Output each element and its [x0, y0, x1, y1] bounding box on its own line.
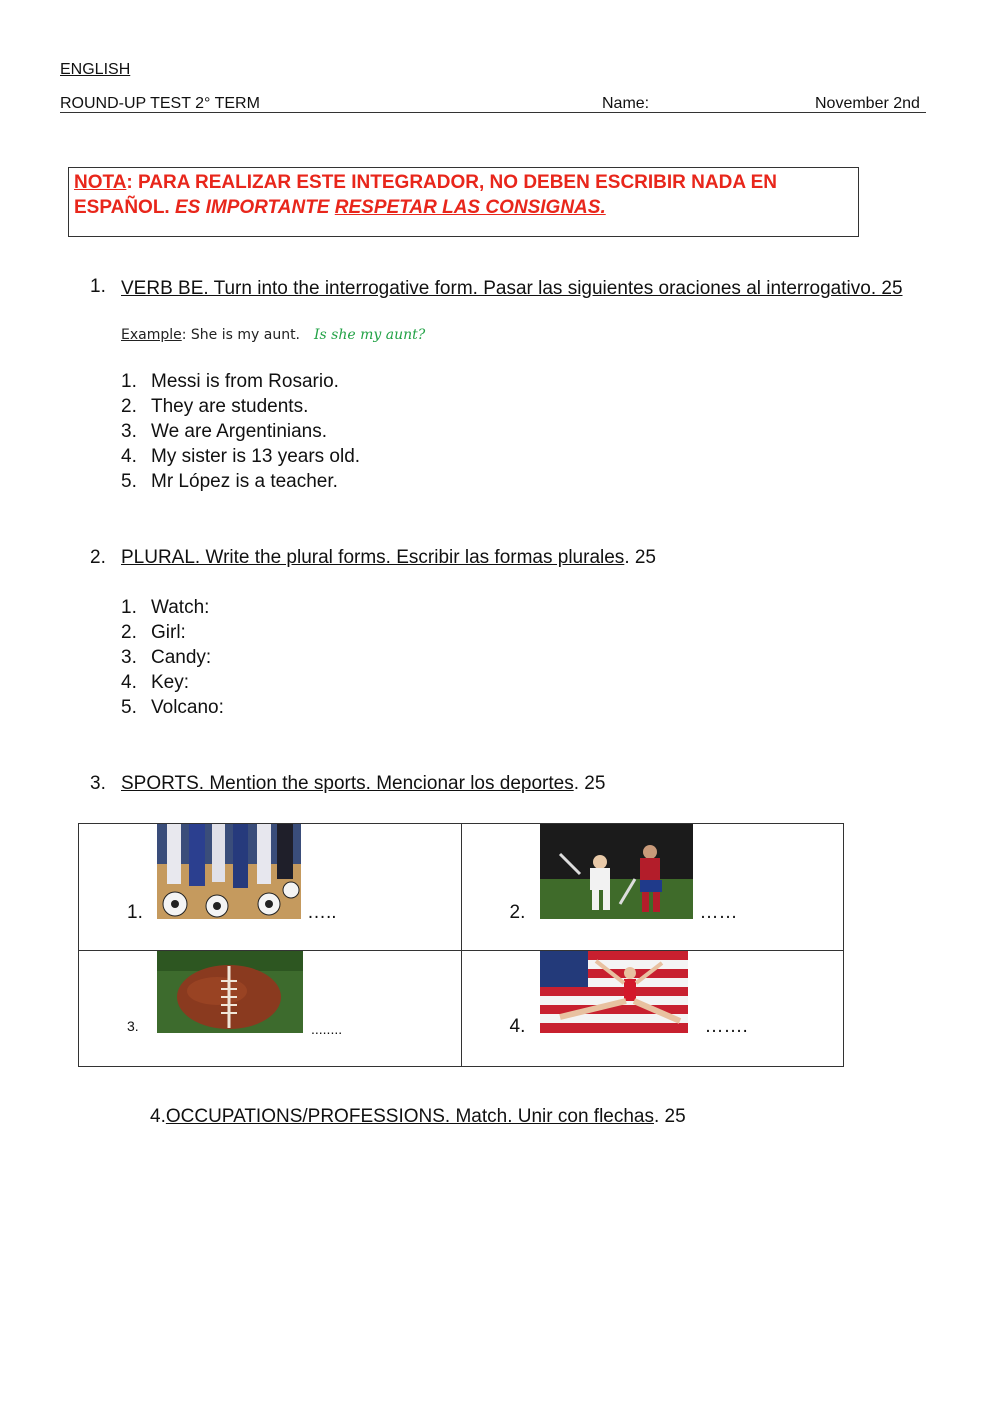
test-title: ROUND-UP TEST 2° TERM: [60, 95, 260, 112]
section2-score: . 25: [624, 547, 657, 568]
answer-dots: …..: [307, 902, 337, 923]
note-label: NOTA: [74, 172, 127, 193]
sport-number: 1.: [127, 902, 143, 923]
section3-title: SPORTS. Mention the sports. Mencionar los deportes: [121, 773, 574, 794]
note-emphasis-underlined: RESPETAR LAS CONSIGNAS.: [334, 197, 606, 218]
section2-number: 2.: [90, 547, 106, 568]
list-item: 3. Candy:: [121, 647, 212, 668]
header-rule: [60, 112, 926, 113]
section2-heading: [121, 547, 656, 569]
list-item: 1. Messi is from Rosario.: [121, 371, 339, 392]
sport-number: 3.: [127, 1018, 139, 1034]
section1-number: 1.: [90, 276, 106, 297]
example-answer: Is she my aunt?: [314, 327, 426, 343]
american-football-image: [157, 951, 303, 1033]
section1-example: [121, 327, 425, 343]
section4-title: OCCUPATIONS/PROFESSIONS. Match. Unir con flechas: [165, 1106, 654, 1127]
sport-number: 2.: [509, 902, 526, 923]
section3-score: . 25: [573, 773, 606, 794]
section2-list: [121, 595, 224, 720]
list-item: 2. They are students.: [121, 396, 309, 417]
sports-cell-1: [79, 824, 462, 951]
list-item: 1. Watch:: [121, 597, 210, 618]
list-item: 4. Key:: [121, 672, 190, 693]
list-item: 4. My sister is 13 years old.: [121, 446, 361, 467]
sports-cell-4: [461, 951, 844, 1067]
field-hockey-image: [540, 824, 693, 919]
date-label: November 2nd: [815, 95, 920, 112]
list-item: 5. Volcano:: [121, 697, 224, 718]
sports-table: [78, 823, 844, 1067]
note-text: [74, 170, 854, 220]
gymnastics-image: [540, 951, 688, 1033]
section3-number: 3.: [90, 773, 106, 794]
answer-dots: ........: [311, 1021, 343, 1037]
example-label: Example: [121, 327, 182, 343]
sports-cell-2: [461, 824, 844, 951]
section1-list: [121, 369, 360, 494]
note-text-1: : PARA REALIZAR ESTE INTEGRADOR, NO DEBEN ESCRIBIR NADA EN ESPAÑOL.: [74, 172, 778, 218]
list-item: 5. Mr López is a teacher.: [121, 471, 338, 492]
section4-heading: [150, 1106, 686, 1128]
sport-number: 4.: [509, 1016, 526, 1037]
section2-title: PLURAL. Write the plural forms. Escribir las formas plurales: [121, 547, 625, 568]
note-emphasis: ES IMPORTANTE: [175, 197, 335, 218]
answer-dots: ……: [699, 902, 738, 923]
answer-dots: …….: [704, 1016, 748, 1037]
list-item: 3. We are Argentinians.: [121, 421, 328, 442]
subject-label: ENGLISH: [60, 61, 131, 78]
list-item: 2. Girl:: [121, 622, 186, 643]
section1-title: VERB BE. Turn into the interrogative form. Pasar las siguientes oraciones al interrogativo. 25: [121, 278, 903, 299]
section4-score: . 25: [654, 1106, 686, 1127]
name-label: Name:: [602, 95, 650, 112]
sports-cell-3: [79, 951, 462, 1067]
example-text: : She is my aunt.: [181, 327, 301, 343]
section3-heading: [121, 773, 605, 795]
section4-number: 4.: [150, 1106, 166, 1127]
soccer-image: [157, 824, 301, 919]
